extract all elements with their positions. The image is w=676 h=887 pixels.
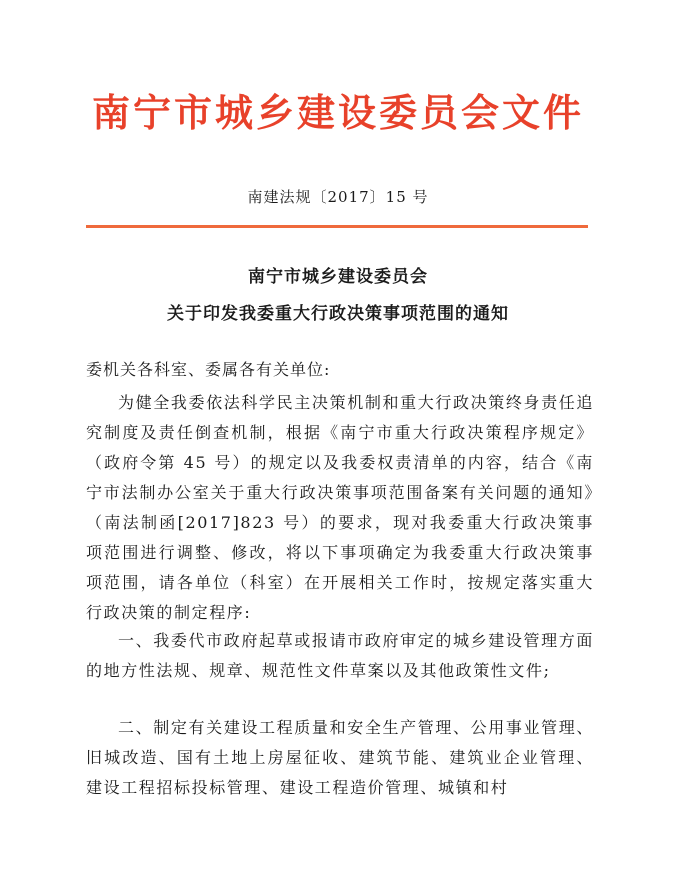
body-paragraph-intro: 为健全我委依法科学民主决策机制和重大行政决策终身责任追究制度及责任倒查机制，根据《南宁市重大行政决策程序规定》（政府令第 45 号）的规定以及我委权责清单的内容，结合《南宁市法制办公室关于重大行政决策事项范围备案有关问题的通知》（南法制函[2017]823 号）的要求，现对我委重大行政决策事项范围进行调整、修改，将以下事项确定为我委重大行政决策事项范围，请各单位（科室）在开展相关工作时，按规定落实重大行政决策的制定程序: bbox=[86, 393, 594, 622]
addressee: 委机关各科室、委属各有关单位: bbox=[86, 360, 331, 379]
document-header-title: 南宁市城乡建设委员会文件 bbox=[91, 90, 584, 135]
header-divider-rule bbox=[86, 225, 588, 228]
body-paragraph-item-1: 一、我委代市政府起草或报请市政府审定的城乡建设管理方面的地方性法规、规章、规范性文件草案以及其他政策性文件; bbox=[86, 631, 594, 680]
document-number: 南建法规〔2017〕15 号 bbox=[247, 188, 429, 206]
notice-title-line-2: 关于印发我委重大行政决策事项范围的通知 bbox=[167, 304, 509, 324]
notice-title-line-1: 南宁市城乡建设委员会 bbox=[248, 267, 428, 287]
body-paragraph-item-2: 二、制定有关建设工程质量和安全生产管理、公用事业管理、旧城改造、国有土地上房屋征收、建筑节能、建筑业企业管理、建设工程招标投标管理、建设工程造价管理、城镇和村 bbox=[86, 718, 594, 797]
